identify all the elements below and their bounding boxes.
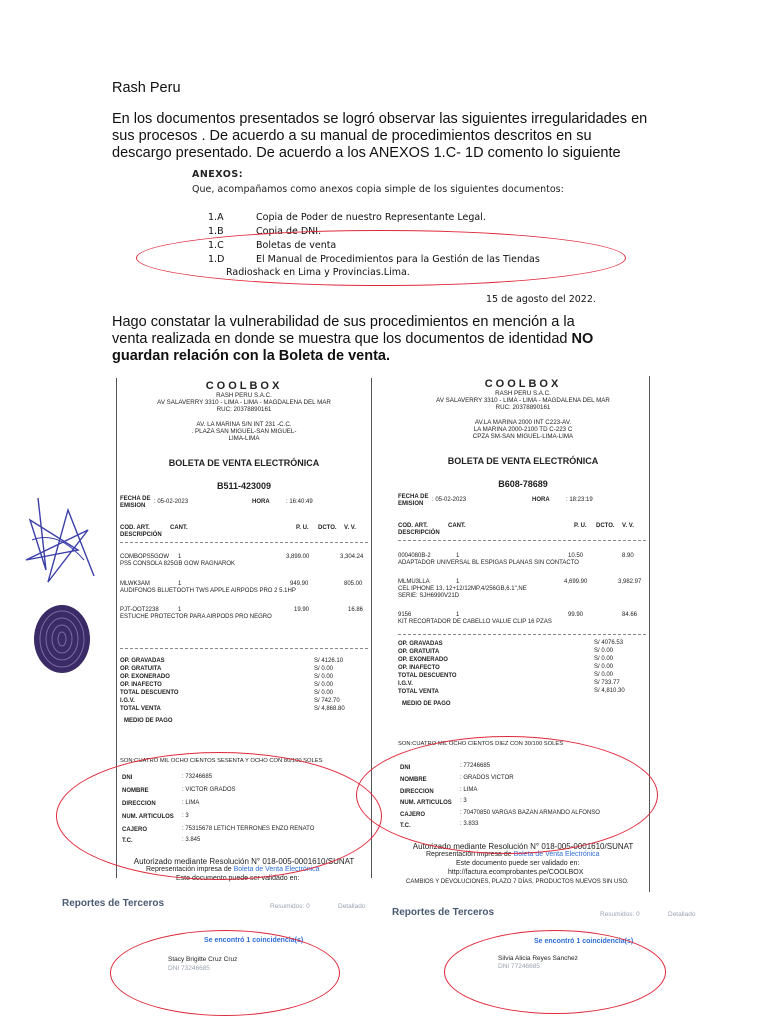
medio-pago-label: MEDIO DE PAGO [124,718,173,724]
item-pu: 99.90 [568,612,584,618]
item-vv: 8.90 [622,553,634,559]
item-desc: PS5 CONSOLA 825GB GOW RAGNAROK [120,561,236,567]
total-label: TOTAL VENTA [120,706,161,712]
receipt-store: AV. LA MARINA S/N INT 231 -C.C. [196,421,292,428]
col-vv: V. V. [344,525,356,531]
report-title: Reportes de Terceros [62,898,165,909]
fecha-value: : 05-02-2023 [154,499,189,505]
client-label: T.C. [122,838,133,844]
annex-item-text: Copia de Poder de nuestro Representante Legal. [256,212,486,223]
annotation-circle [444,930,666,1014]
report-tab-summary[interactable]: Resumidos: 0 [270,903,310,910]
item-vv: 3,982.97 [618,579,642,585]
item-desc: ESTUCHE PROTECTOR PARA AIRPODS PRO NEGRO [120,614,272,620]
client-label: DNI [122,775,133,781]
receipt-address: AV SALAVERRY 3310 - LIMA - LIMA - MAGDALENA DEL MAR [157,399,331,406]
item-desc: ADAPTADOR UNIVERSAL BL ESPIGAS PLANAS SIN CONTACTO [398,560,579,566]
total-value: S/ 0.00 [314,690,334,696]
item-vv: 805.00 [344,581,363,587]
report-match-count: Se encontró 1 coincidencia(s) [204,937,304,944]
total-value: S/ 4126.10 [314,658,344,664]
total-label: I.G.V. [398,681,413,687]
item-serial: SERIE: SJH6990V21D [398,593,460,599]
receipt-company: RASH PERU S.A.C. [216,392,272,399]
annex-item-code: 1.A [208,212,224,223]
validation-text: Este documento puede ser validado en: [176,875,300,882]
receipt-ruc: RUC: 20378890161 [495,404,551,411]
report-tab-detail[interactable]: Detallado [338,903,366,910]
receipt-number: B608-78689 [498,479,548,489]
client-label: NOMBRE [400,777,427,783]
client-label: NOMBRE [122,788,149,794]
total-value: S/ 0.00 [314,674,334,680]
item-pu: 10.50 [568,553,584,559]
client-value: : 3 [182,813,189,819]
receipt-title: BOLETA DE VENTA ELECTRÓNICA [447,456,599,466]
col-cod: COD. ART. [120,525,150,531]
item-pu: 4,699.90 [564,579,588,585]
annex-title: ANEXOS: [192,169,243,180]
fecha-label: FECHA DE [398,494,429,500]
medio-pago-label: MEDIO DE PAGO [402,701,451,707]
total-value: S/ 0.00 [594,664,614,670]
receipt-title: BOLETA DE VENTA ELECTRÓNICA [168,458,320,468]
total-label: OP. GRAVADAS [120,658,165,664]
item-desc: CEL IPHONE 13, 12+12/12MP,4/256GB,6.1",NE [398,586,527,592]
annex-item-code: 1.B [208,226,224,237]
total-label: OP. GRATUITA [398,649,440,655]
total-label: TOTAL VENTA [398,689,439,695]
hora-value: : 18:23:19 [566,497,593,503]
report-person-dni: DNI 73246685 [168,965,210,972]
returns-policy: CAMBIOS Y DEVOLUCIONES, PLAZO 7 DÍAS, PRODUCTOS NUEVOS SIN USO. [406,879,629,885]
item-qty: 1 [178,607,182,613]
col-desc: DESCRIPCIÓN [398,530,440,536]
annex-item-text: Copia de DNI. [256,226,322,237]
representation-link[interactable]: Boleta de Venta Electrónica [513,851,600,858]
client-value: : 70470850 VARGAS BAZAN ARMANDO ALFONSO [460,810,600,816]
vulnerability-text: Hago constatar la vulnerabilidad de sus procedimientos en mención a la venta realizada en donde se muestra que los documentos de identidad [112,314,575,347]
annex-item-text: El Manual de Procedimientos para la Gestión de las Tiendas [256,254,540,265]
client-label: T.C. [400,823,411,829]
col-cant: CANT. [448,523,466,529]
client-label: NUM. ARTICULOS [400,800,452,806]
client-value: : 73246685 [182,774,213,780]
client-label: CAJERO [122,827,148,833]
hora-value: : 16:40:49 [286,499,313,505]
receipt-brand: COOLBOX [205,380,283,392]
emision-label: EMISION [120,503,146,509]
total-value: S/ 4,868.80 [314,706,345,712]
hora-label: HORA [532,497,550,503]
client-value: : 77246685 [460,763,491,769]
report-title: Reportes de Terceros [392,907,495,918]
col-dcto: DCTO. [596,523,615,529]
item-qty: 1 [178,581,182,587]
item-code: MLWK3AM [120,581,150,587]
total-value: S/ 742.70 [314,698,340,704]
total-label: OP. EXONERADO [120,674,170,680]
item-pu: 949.90 [290,581,309,587]
vulnerability-emphasis: NO guardan relación con la Boleta de venta. [112,331,594,364]
receipt-store: LIMA-LIMA [228,435,260,442]
annotation-circle [56,752,382,880]
item-vv: 16.86 [348,607,364,613]
amount-in-words: SON:CUATRO MIL OCHO CIENTOS SESENTA Y OCHO CON 80/100 SOLES [120,758,323,764]
item-qty: 1 [456,553,460,559]
total-value: S/ 4076.53 [594,640,624,646]
report-tab-summary[interactable]: Resumidos: 0 [600,911,640,918]
item-code: COMBOPS5GOW [120,554,170,560]
item-code: 9156 [398,612,412,618]
sunat-authorization: Autorizado mediante Resolución N° 018-005-0001610/SUNAT [133,857,355,866]
total-label: OP. INAFECTO [120,682,162,688]
hora-label: HORA [252,499,270,505]
signature-scribble [18,490,104,590]
item-pu: 19.90 [294,607,310,613]
fecha-value: : 05-02-2023 [432,497,467,503]
client-label: DNI [400,765,411,771]
total-label: OP. GRAVADAS [398,641,443,647]
client-value: : LIMA [460,787,478,793]
representation-text: Representación impresa de [426,851,512,858]
annex-date: 15 de agosto del 2022. [486,294,596,305]
col-pu: P. U. [296,525,309,531]
annotation-circle [136,230,626,286]
vulnerability-paragraph [112,314,612,365]
report-tab-detail[interactable]: Detallado [668,911,696,918]
total-label: TOTAL DESCUENTO [120,690,179,696]
client-value: : 75315678 LETICH TERRONES ENZO RENATO [182,826,315,832]
report-person-name: Silvia Alicia Reyes Sanchez [498,955,578,962]
item-code: 0004080B-2 [398,553,431,559]
sunat-authorization: Autorizado mediante Resolución N° 018-005-0001610/SUNAT [412,842,634,851]
total-label: OP. GRATUITA [120,666,162,672]
report-match-count: Se encontró 1 coincidencia(s) [534,938,634,945]
annex-intro: Que, acompañamos como anexos copia simple de los siguientes documentos: [192,184,564,195]
receipt-number: B511-423009 [216,481,272,491]
total-value: S/ 733.77 [594,680,620,686]
total-label: I.G.V. [120,698,135,704]
col-cod: COD. ART. [398,523,428,529]
col-dcto: DCTO. [318,525,337,531]
item-desc: KIT RECORTADOR DE CABELLO VALUE CLIP 16 PZAS [398,619,552,625]
annex-item-text: Boletas de venta [256,240,337,251]
report-person-name: Stacy Brigitte Cruz Cruz [168,956,238,963]
amount-in-words: SON:CUATRO MIL OCHO CIENTOS DIEZ CON 30/100 SOLES [398,741,564,747]
receipt-store: CPZA SM-SAN MIGUEL-LIMA-LIMA [472,433,574,440]
receipt-store: . PLAZA SAN MIGUEL-SAN MIGUEL- [191,428,297,435]
emision-label: EMISION [398,501,424,507]
item-pu: 3,899.00 [286,554,310,560]
item-code: MLMU3LLA [398,579,430,585]
item-vv: 3,304.24 [340,554,364,560]
item-qty: 1 [456,612,460,618]
client-value: : 3.833 [460,821,479,827]
receipt-address: AV SALAVERRY 3310 - LIMA - LIMA - MAGDALENA DEL MAR [436,397,610,404]
annotation-circle [110,930,340,1016]
client-label: DIRECCION [400,789,434,795]
col-cant: CANT. [170,525,188,531]
representation-text: Representación impresa de [146,866,232,873]
item-qty: 1 [456,579,460,585]
total-value: S/ 0.00 [594,656,614,662]
representation-link[interactable]: Boleta de Venta Electrónica [233,866,320,873]
fecha-label: FECHA DE [120,496,151,502]
receipt-brand: COOLBOX [484,378,562,390]
client-value: : GRADOS VICTOR [460,775,514,781]
item-qty: 1 [178,554,182,560]
receipt-store: AV.LA MARINA 2000 INT C223-AV. [474,419,572,426]
receipt-company: RASH PERU S.A.C. [495,390,551,397]
client-value: : LIMA [182,800,200,806]
item-vv: 84.66 [622,612,638,618]
client-label: NUM. ARTICULOS [122,814,174,820]
client-label: DIRECCION [122,801,156,807]
total-value: S/ 4,810.30 [594,688,625,694]
total-label: OP. INAFECTO [398,665,440,671]
annotation-circle [356,736,658,854]
total-label: TOTAL DESCUENTO [398,673,457,679]
client-label: CAJERO [400,812,426,818]
item-code: PJT-OOT2238 [120,607,159,613]
col-vv: V. V. [622,523,634,529]
intro-paragraph: En los documentos presentados se logró observar las siguientes irregularidades en sus procesos . De acuerdo a su manual de procedimientos descritos en su descargo presentado. De acuerdo a los ANEXOS 1.C- 1D comento lo siguiente [112,111,648,161]
total-value: S/ 0.00 [314,682,334,688]
annex-item-code: 1.C [208,240,224,251]
client-value: : 3 [460,798,467,804]
total-label: OP. EXONERADO [398,657,448,663]
client-value: : 3.845 [182,837,201,843]
item-desc: AUDIFONOS BLUETOOTH TWS APPLE AIRPODS PRO 2 5.1HP [120,588,296,594]
fingerprint-icon [30,600,94,678]
client-value: : VICTOR GRADOS [182,787,236,793]
validation-text: Este documento puede ser validado en: [456,860,580,867]
company-name: Rash Peru [112,80,181,96]
total-value: S/ 0.00 [594,648,614,654]
annex-item-code: 1.D [208,254,225,265]
receipt-store: LA MARINA 2000-2100 TD C-223 C [473,426,573,433]
annex-item-text-cont: Radioshack en Lima y Provincias.Lima. [226,267,410,278]
receipt-ruc: RUC: 20378890161 [216,406,272,413]
col-pu: P. U. [574,523,587,529]
validation-url[interactable]: http://factura.ecomprobantes.pe/COOLBOX [448,869,584,876]
col-desc: DESCRIPCIÓN [120,532,162,538]
total-value: S/ 0.00 [594,672,614,678]
total-value: S/ 0.00 [314,666,334,672]
report-person-dni: DNI 77246685 [498,963,540,970]
